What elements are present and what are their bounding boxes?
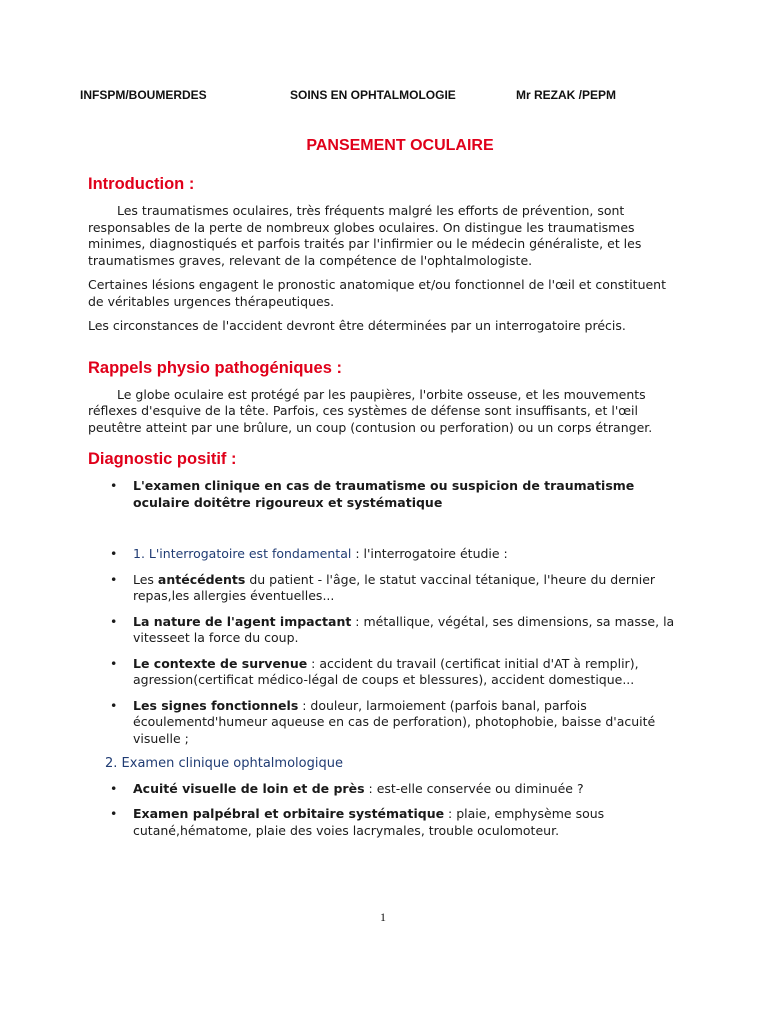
examen-heading: 2. Examen clinique ophtalmologique: [105, 756, 343, 771]
rappels-paragraph: Le globe oculaire est protégé par les paupières, l'orbite osseuse, et les mouvements réflexes d'esquive de la tête. Parfois, ces systèmes de défense sont insuffisants, et l'œil peutêtre atteint par une brûlure, un coup (contusion ou perforation) ou un corps étranger.: [88, 386, 653, 435]
header-course: SOINS EN OPHTALMOLOGIE: [290, 88, 456, 102]
intro-paragraph-3: Les circonstances de l'accident devront être déterminées par un interrogatoire précis.: [88, 318, 626, 333]
interrogatoire-intro: : l'interrogatoire étudie :: [351, 546, 508, 561]
item-text: : accident du travail (certificat initial d'AT à remplir), agression(certificat médico-légal de coups et blessures), accident domestique...: [133, 655, 639, 687]
interrogatoire-heading: 1. L'interrogatoire est fondamental: [133, 546, 352, 561]
intro-paragraph-1: Les traumatismes oculaires, très fréquents malgré les efforts de prévention, sont responsables de la perte de nombreux globes oculaires. On distingue les traumatismes minimes, diagnostiqués et parfois traités par l'infirmier ou le médecin généraliste, et les traumatismes graves, relevant de la compétence de l'ophtalmologiste.: [88, 203, 642, 268]
item-text: du patient - l'âge, le statut vaccinal tétanique, l'heure du dernier repas,les allergies éventuelles...: [133, 571, 656, 603]
item-prefix: Les: [133, 571, 158, 587]
list-item: [88, 614, 678, 647]
bullet-icon: •: [110, 613, 118, 629]
bullet-icon: •: [110, 780, 118, 796]
list-item: [88, 546, 678, 563]
document-title: PANSEMENT OCULAIRE: [306, 137, 494, 154]
bullet-icon: •: [110, 655, 118, 671]
header-author: Mr REZAK /PEPM: [516, 88, 617, 102]
examen-list: [88, 781, 678, 840]
intro-heading: Introduction :: [88, 175, 195, 193]
diagnostic-main-list: [88, 478, 678, 511]
list-item: [88, 806, 678, 839]
item-text: : douleur, larmoiement (parfois banal, parfois écoulementd'humeur aqueuse en cas de perforation), photophobie, baisse d'acuité visuelle ;: [133, 697, 656, 746]
rappels-heading: Rappels physio pathogéniques :: [88, 358, 342, 377]
item-term: Acuité visuelle de loin et de près: [133, 780, 365, 796]
item-term: Le contexte de survenue: [133, 655, 308, 671]
diagnostic-main-text: L'examen clinique en cas de traumatisme ou suspicion de traumatisme oculaire doitêtre rigoureux et systématique: [133, 478, 635, 510]
list-item: [88, 572, 678, 605]
intro-paragraph-2: Certaines lésions engagent le pronostic anatomique et/ou fonctionnel de l'œil et constituent de véritables urgences thérapeutiques.: [88, 277, 667, 309]
bullet-icon: •: [110, 546, 118, 561]
page-number: 1: [380, 910, 386, 924]
item-term: La nature de l'agent impactant: [133, 613, 352, 629]
bullet-icon: •: [110, 806, 118, 821]
list-item: [88, 698, 678, 748]
item-text: : plaie, emphysème sous cutané,hématome, plaie des voies lacrymales, trouble oculomoteur.: [133, 806, 605, 838]
item-text: : est-elle conservée ou diminuée ?: [364, 780, 584, 796]
interrogatoire-list: [88, 546, 678, 747]
header-institution: INFSPM/BOUMERDES: [80, 88, 207, 102]
bullet-icon: •: [110, 571, 118, 587]
item-term: Les signes fonctionnels: [133, 697, 299, 713]
diagnostic-heading: Diagnostic positif :: [88, 450, 237, 468]
bullet-icon: •: [110, 478, 118, 493]
list-item: [88, 656, 678, 689]
item-text: : métallique, végétal, ses dimensions, sa masse, la vitesseet la force du coup.: [133, 613, 675, 645]
list-item: [88, 478, 678, 511]
bullet-icon: •: [110, 697, 118, 713]
item-term: antécédents: [157, 571, 246, 587]
item-term: Examen palpébral et orbitaire systématique: [133, 806, 445, 821]
document-body: [88, 173, 678, 848]
list-item: [88, 781, 678, 798]
